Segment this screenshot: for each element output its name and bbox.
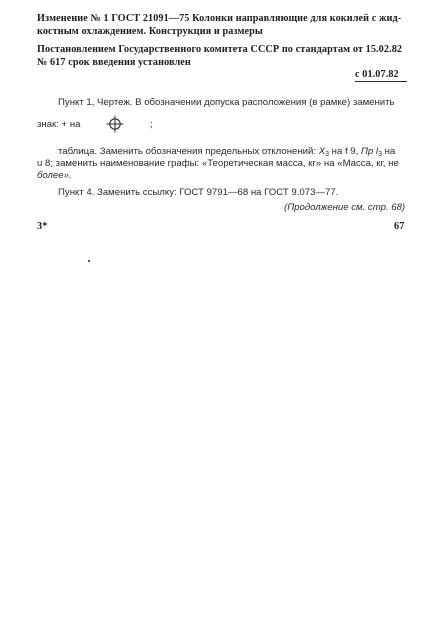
deviation-x-subscript: 3 [325,151,329,158]
deviation-x: X [318,146,326,157]
paragraph-1-semicolon: ; [150,119,153,130]
paragraph-2-line-2: u 8; заменить наименование графы: «Теоретическая масса, кг» на «Масса, кг, не [37,158,399,169]
effective-date: с 01.07.82 [355,69,399,80]
header-line-2: костным охлаждением. Конструкция и размеры [37,26,263,37]
paragraph-2-line-1 [58,146,395,158]
paragraph-1-znak: знак: + на [37,119,81,130]
deviation-pr-subscript: 3 [378,151,382,158]
continued-note: (Продолжение см. стр. 68) [284,202,406,213]
paragraph-2-line-3: более». [37,170,72,181]
paragraph-2-text-a: таблица. Заменить обозначения предельных отклонений: [58,146,319,157]
stray-mark [88,260,90,262]
position-tolerance-symbol-icon [106,115,124,133]
header-line-4: № 617 срок введения установлен [37,57,191,68]
header-line-3: Постановлением Государственного комитета СССР по стандартам от 15.02.82 [37,44,403,55]
signature-mark: 3* [37,221,48,232]
deviation-f9: f 9, [344,146,361,157]
header-line-1: Изменение № 1 ГОСТ 21091—75 Колонки направляющие для кокилей с жид- [37,13,402,24]
paragraph-1-line-1: Пункт 1, Чертеж. В обозначении допуска расположения (в рамке) заменить [58,97,395,108]
paragraph-3-line-1: Пункт 4. Заменить ссылку: ГОСТ 9791—68 на ГОСТ 9.073—77. [58,187,339,198]
paragraph-2-text-b: на [329,146,345,157]
paragraph-2-text-c: на [381,146,396,157]
effective-date-underline [355,81,407,82]
deviation-pr: Пр l [360,146,379,157]
page-number: 67 [394,221,405,232]
